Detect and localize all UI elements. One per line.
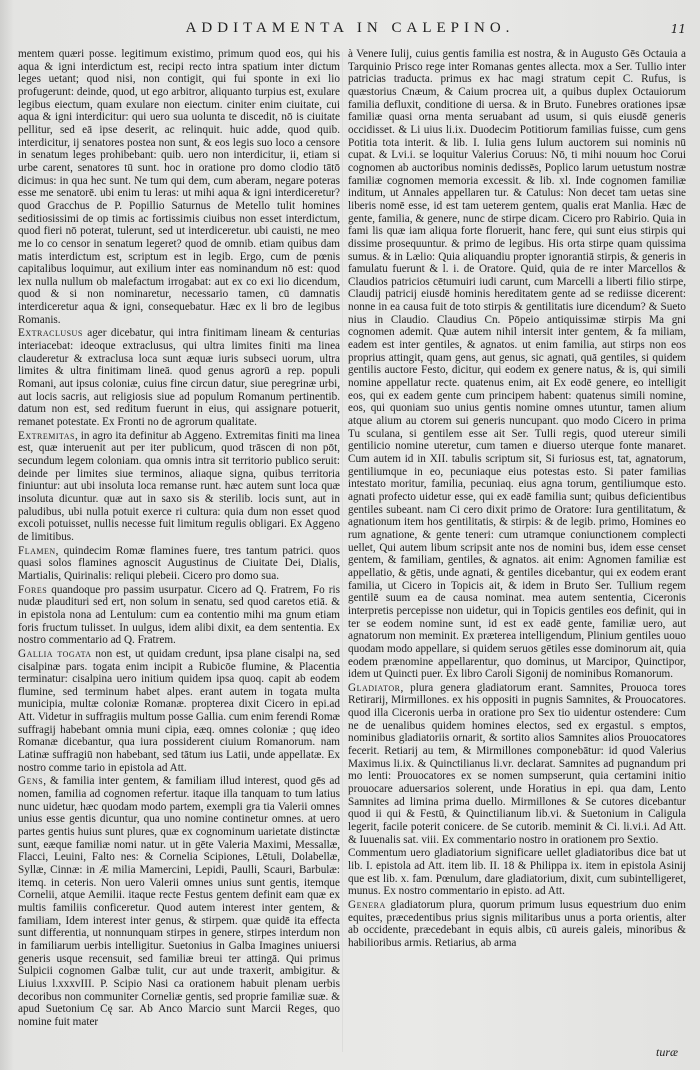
dictionary-entry (18, 545, 340, 583)
entry-headword: Fores (18, 583, 48, 596)
entry-headword: Extremitas (18, 429, 75, 442)
column-divider (342, 52, 343, 1052)
entry-text: non est, ut quidam credunt, ipsa plane cisalpi na, sed cisalpinæ pars. togata enim incipit a Rubicōe flumine, & Placentia terminatur: cisalpina uero initium quidem ipsa quoq. capit ab eodem flumine, sed terminum habet alpes. erant autem in togata multa municipia, multæ coloniæ Romanæ. propterea dixit Cicero in epi.ad Att. Videtur in suffragiis multum posse Gallia. cum enim ferendi Romæ suffragij habebant omnia muni cipia, eæq. omnes coloniæ ; quę ideo Romanæ dicebantur, qua iura possiderent ciuium Romanorum. nam Latinæ suffragiū non habebant, sed tātum ius Latii, unde appellatæ. Ex nostro comme tario in epistola ad Att. (18, 647, 340, 774)
entry-headword: Gladiator (348, 681, 401, 694)
entry-text: ager dicebatur, qui intra finitimam lineam & centurias interiacebat: ideoque extraclusus, qui ultra limites finiti ma linea clauderetur & extraclusa loca sunt æquæ iuris subseci uorum, ultra limites & ultra finitimam lineā. quod genus agrorū a rep. populi Romani, aut ipsus coloniæ, cuius fine circun datur, siue peregrinæ urbi, aut locis sacris, aut religiosis siue ad populum Romanum pertinentib. datum non est, sed reditum fuerunt in eius, qui assignare potuerit, remanet potestate. Ex Fronti no de agrorum qualitate. (18, 327, 340, 429)
dictionary-entry (18, 584, 340, 647)
catchword: turæ (655, 1045, 678, 1059)
entry-continuation (348, 48, 686, 681)
dictionary-entry (18, 327, 340, 428)
entry-text: mentem quæri posse. legitimum existimo, primum quod eos, qui his aqua & igni interdictum est, recipi recto intra spatium inter dictum leges uetant; quod nisi, non contigit, qui fui sponte in exi lio profugerunt: deinde, quod, ut ego arbitror, aliquanto turpius est, exulare legibus eiectum, quam exulare non eiectum. ciniter enim ciuitate, cui aqua & igni interdicitur: qui uero sua uolunta te discedit, nō is ciuitate pellitur, sed eā ipse deserit, ac relinquit. huic adde, quod quib. interdicitur, ij senatores postea non sunt, & eos legis suo loco a censore in senatum leges prohibebant: quib. uero non interdicitur, ii, etiam si urbe carent, senatores tū sunt. hoc in oratione pro domo clodio tātō dicimus: in qua hec sunt. Ne tum qui dem, cum aberam, negare poteras esse me senatorē. ubi enim tu leras: ut mihi aqua & igni interdiceretur? quod Gracchus de P. Popillio Saturnus de Metello tulit homines seditiosissimi de op timis ac fortissimis ciuibus non esset interdictum, quod fieri nō poterat, tulerunt, sed ut interdiceretur. ubi cauisti, ne meo me lo co censor in senatum legeret? quod de omnib. etiam quibus dam matis interdictum est, scriptum est in legib. Ergo, cum de pœnis capitalibus loquimur, aut exilium inter eas nominandum nō est: quod lex nulla nullum ob malefactum irrogabat: aut ex co exi lio dicendum, quod & si non nominaretur, necessario tamen, cū damnatis interdiceretur aqua & igni, consequebatur. Hæc ex li bro de legibus Romanis. (18, 48, 340, 326)
page-header (0, 12, 700, 46)
entry-continuation (18, 48, 340, 326)
page-number: 11 (670, 22, 686, 36)
entry-text: quandoque pro passim usurpatur. Cicero ad Q. Fratrem, Fo ris nudæ plaudituri sed ert, non solum in senatu, sed quod caretos etiā. & in epistola nona ad Lentulum: cum ea contentio mihi ma gnum etiam foris fructum tulisset. In uulgus, idem alibi dixit, ea dem sententia. Ex nostro commentario ad Q. Fratrem. (18, 583, 340, 647)
entry-text: , & familia inter gentem, & familiam illud interest, quod gēs ad nomen, familia ad cognomen refertur. itaque illa tanquam to tum latius nunc uidetur, hæc quodam modo partem, exempli gra tia Valerii omnes unius esse gentis dicuntur, qua uno nomine continetur omnes. at uero partes gentis huius sunt plures, quæ ex cognominum uarietate distinctæ sunt, eæque familiæ nomi natur. ut in gēte Valeria Maximi, Messallæ, Flacci, Leuini, Falto nes: & Cornelia Scipiones, Lētuli, Dolabellæ, Syllæ, Cinnæ: in Æ milia Mamercini, Lepidi, Paulli, Scauri, Barbulæ: itemq. in ceteris. Non uero Valerii omnes unius sunt gentis, itemque Cornelii, atque Aemilii. itaque recte Festus gentem definit eam quæ ex multis familiis conficeretur. Quod autem interest inter gentem, & familiam, Idem interest inter genus, & stirpem. quæ quidē ita effecta sunt differentia, ut nonnunquam stirpes in genere, stirpes interdum non in familiarum uerbis intelligitur. Suetonius in Galba Imagines uniuersi generis usque recensuit, sed familiæ breui ter attingā. Qui primus Sulpicii cognomen Galbæ tulit, cur aut unde traxerit, ambigitur. & Liuius l.xxxvIII. P. Scipio Nasi ca orationem habuit plenam uerbis decoribus non communiter Corneliæ gentis, sed proprie familiæ suæ. & apud Suetonium Cę sar. Ab Anco Marcio sunt Marcii Reges, quo nomine fuit mater (18, 775, 340, 1028)
entry-headword: Extraclusus (18, 327, 83, 340)
dictionary-entry (348, 682, 686, 847)
dictionary-entry (18, 648, 340, 775)
entry-text: , plura genera gladiatorum erant. Samnites, Prouoca tores Retirarij, Mirmillones. ex his oppositi in pugnis Samnites, & Prouocatores. quod illa Ciceronis uerba in oratione pro Sex tio uidentur ostendere: Cum ne de uenalibus quidem homines electos, sed ex ergastul. s emptos, nominibus gladiatoriis ornarit, & sortito alios Samnites alios Prouocatores fecerit. Retiarij au tem, & Mirmillones componebātur: id quod Valerius Maximus li.ix. & Quinctilianus li.vr. declarat. Samnites ad pugnandum pri mo lenti: Prouocatores ex se nomen sumpserunt, quia certamini initio prouocare aduersarios solerent, unde Horatius in epi. qua dam, Lento Samnites ad limina prima duello. Mirmillones & Se cutores dicebantur quod ii qui & Festū, & Quinctilianum lib.vi. & Suetonium in Caligula legerit, facile poterit conicere. de Se cutorib. meminit & Ci. li.vi.i. Ad Att. & Iuuenalis sat. viii. Ex commentario nostro in orationem pro Sextio. (348, 681, 686, 846)
running-title: ADDITAMENTA IN CALEPINO. (185, 20, 515, 36)
dictionary-entry (18, 430, 340, 544)
entry-headword: Flamen (18, 544, 56, 557)
entry-text: gladiatorum plura, quorum primum lusus equestrium duo enim equites, præcedentibus prius signis militaribus unus a porta orientis, alter ab occidente, præcedebant in equis albis, cū aureis galeis, minoribus & habilioribus armis. Retiarius, ab arma (348, 898, 686, 949)
right-column (348, 48, 686, 1060)
entry-text: Commentum uero gladiatorium significare uellet gladiatoribus dice bat ut lib. I. epistola ad Att. item lib. II. 18 & Philippa ix. item in epistola Asinij que est lib. x. fam. Pœnulum, dare gladiatorium, dixit, cum subintelligeret, munus. Ex nostro commentario in episto. ad Att. (348, 847, 686, 898)
entry-text: à Venere Iulij, cuius gentis familia est nostra, & in Augusto Gēs Octauia a Tarquinio Prisco rege inter Romanas gentes allecta. mox a Ser. Tullio inter patricias traducta. primus ex hac magi stratum cepit C. Rufus, is quæstorius Cnæum, & Caium procrea uit, a quibus duplex Octauiorum familia defluxit, conditione di uersa. & in Bruto. Funebres orationes ipsæ familiæ quasi orna menta seruabant ad usum, si quis eiusdē generis occidisset. & Li uius li.ix. Duodecim Potitiorum familias fuisse, cum gens Potitia tota interit. & lib. I. Iulia gens Iulum auctorem sui nominis nū cupat. & Lvi.i. se loquitur Valerius Coruus: Nō, ti mihi nouum hoc Corui cognomen ab auctoribus nominis dedissēs, Poplico larum uetustum nostræ familiæ cognomen memoria excessit. & lib. xl. Inde cognomen familiæ inditum, ut Annales appellaren tur. & Catulus: Non decet tam uetas sine liberis nomē esse, id est tam ueterem gentem, qualis erat Manlia. Hæc de gente, familia, & genere, nunc de stirpe dicam. Cicero pro Rabirio. Quia in fami lis quæ iam aliqua forte floruerit, hanc fere, qui sunt eius stirpis qui dissime prosequuntur. & primo de legibus. His orta stirpe quam quissima sumus. & in Lælio: Quia aliquandiu propter ignorantiā stirpis, & generis in famulatu fuerunt & l. i. de Oratore. Quid, quia de re inter Marcellos & Claudios patricios cētumuiri iudi carunt, cum Marcelli a liberti filio stirpe, Claudij patricij eiusdē hominis hereditatem gente ad se rediisse dicerent: nonne in ea causa fuit de toto stirpis & gentilitatis iure dicendum? & Sueto nius in Claudio. Claudius Cn. Pōpeio antiquissimæ stirpis Ma gni cognomen ademit. Quæ autem nihil intersit inter gentem, & fa miliam, eadem est inter gentiles, & agnatos. ut enim familia, aut stirps non eos proprius attingit, quam gens, aut genus, sic agnati, quā gentiles, si quidem gentilis auctore Festo, dicitur, qui eodem ex genere natus, & is, qui simili nomine appellatur recte. quatenus enim, ait Ex eodē genere, eo intelligit eos, qui ex eadem gente cum principem habent: quatenus simili nomine, eos, qui quoniam suo unius gentis nomine omnes utuntur, tamen alium atque alium au ctorem sui generis nuncupant. quo modo Cicero in prima Tu sculana, si gentilem esse ait Ser. Tulli regis, quod utereur simili gentilicio nomine uteretur, cum tamen e diuerso uterque fonte manaret. Cum autem id in XII. tabulis scriptum sit, Si furiosus est, tat, agnatorum, gentiliumque in eo, pecuniaque eius potestas esto. Si pater familias intestato moritur, familia, pecuniaq. eius agna torum, gentiliumque esto. agnati profecto uidetur esse, qui ex eadē familia sunt; quibus deficientibus gentiles subeant. nam Ci cero dixit primo de Oratore: Iura gentilitatum, & agnationum item hos gentilitatis, & stirpis: & de legib. primo, Homines eo rum agnatione, & gente teneri: cum utramque coniunctionem complecti uellet, Qui autem libum scripsit ante nos de nomini bus, idem esse censet gentem, & familiam, gentiles, & agnatos. ait enim: Agnomen familiæ est appellatio, & gētis, unde agnati, & gentiles dicebantur, qui ex eodem erant familia, ut Cicero in Topicis ait, & idem in Bruto Ser. Tullium regem gentilē suum ea de causa nominat. mea autem sententia, Ciceronis interpretis percepisse non uidetur, qui in Topicis gentiles eos definit, qui in ter se eodem nomine sunt, id est ex eadē gente, familiæ uero, aut agnatorum non meminit. Ex præterea intelligendum, Plinium gentiles uouo quodam modo appellare, si quidem seruos gētiles esse dominorum ait, quia eodem prænomine appellarentur, quo dominus, ut Marcipor, Quinctipor, idem ut Quincti puer. Ex libro Caroli Sigonij de nominibus Romanorum. (348, 48, 686, 681)
entry-continuation (348, 847, 686, 898)
entry-headword: Genera (348, 898, 386, 911)
entry-text: , in agro ita definitur ab Aggeno. Extremitas finiti ma linea est, quæ interuenit aut per iter publicum, quod trāscen di non pōt, secundum legem coloniam. qua omnis intra sit territorio publico seruit: deinde per limites siue terminos, aliaque signa, quibus territoria finiuntur: aut ubi insoluta loca remanse runt. hæc autem sunt loca quæ insoluta dicuntur. quæ aut in saxo sis & sterilib. locis sunt, aut in paludibus, ubi nulla potuit exerce ri cultura: quia dum non esset quod excoli potuisset, nullis necesse fuit limitum regulis obligari. Ex Aggeno de limitibus. (18, 429, 340, 543)
entry-headword: Gens (18, 775, 44, 788)
entry-headword: Gallia togata (18, 647, 92, 660)
left-column (18, 48, 340, 1060)
entry-text: , quindecim Romæ flamines fuere, tres tantum patrici. quos quasi solos flamines agnoscit Augustinus de Ciuitate Dei, Dialis, Martialis, Quirinalis: reliqui plebeii. Cicero pro domo sua. (18, 544, 340, 582)
dictionary-entry (18, 775, 340, 1028)
dictionary-entry (348, 899, 686, 950)
